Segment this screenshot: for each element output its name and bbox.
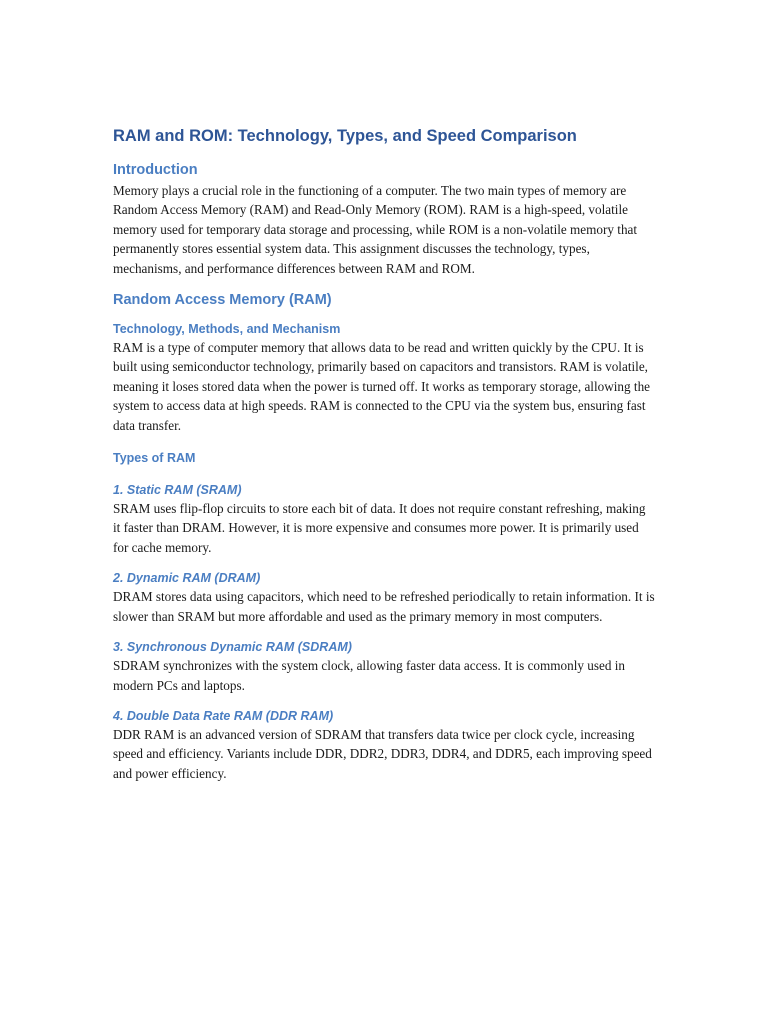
- introduction-paragraph: Memory plays a crucial role in the functioning of a computer. The two main types of memory are Random Access Memory (RAM) and Read-Only Memory (ROM). RAM is a high-speed, volatile memory used for temporary data storage and processing, while ROM is a non-volatile memory that permanently stores essential system data. This assignment discusses the technology, types, mechanisms, and performance differences between RAM and ROM.: [113, 183, 638, 276]
- introduction-heading: Introduction: [113, 162, 198, 178]
- ram-types-heading: Types of RAM: [113, 451, 196, 466]
- ram-technology-heading: Technology, Methods, and Mechanism: [113, 322, 341, 337]
- ram-technology-paragraph: RAM is a type of computer memory that allows data to be read and written quickly by the CPU. It is built using semiconductor technology, primarily based on capacitors and transistors. RAM is volatile, meaning it loses stored data when the power is turned off. It works as temporary storage, allowing the system to access data at high speeds. RAM is connected to the CPU via the system bus, ensuring fast data transfer.: [113, 340, 651, 433]
- dram-heading: 2. Dynamic RAM (DRAM): [113, 571, 261, 586]
- document-title: RAM and ROM: Technology, Types, and Speed Comparison: [113, 127, 577, 145]
- sdram-paragraph: SDRAM synchronizes with the system clock, allowing faster data access. It is commonly used in modern PCs and laptops.: [113, 658, 626, 693]
- sram-heading: 1. Static RAM (SRAM): [113, 483, 242, 498]
- sdram-heading: 3. Synchronous Dynamic RAM (SDRAM): [113, 640, 352, 655]
- ram-heading: Random Access Memory (RAM): [113, 292, 332, 309]
- ddr-ram-paragraph: DDR RAM is an advanced version of SDRAM that transfers data twice per clock cycle, increasing speed and efficiency. Variants include DDR, DDR2, DDR3, DDR4, and DDR5, each improving speed and power efficiency.: [113, 726, 652, 781]
- sram-paragraph: SRAM uses flip-flop circuits to store each bit of data. It does not require constant refreshing, making it faster than DRAM. However, it is more expensive and consumes more power. It is primarily used for cache memory.: [113, 501, 646, 555]
- document-page: [113, 124, 656, 783]
- ddr-ram-heading: 4. Double Data Rate RAM (DDR RAM): [113, 708, 334, 723]
- dram-paragraph: DRAM stores data using capacitors, which need to be refreshed periodically to retain information. It is slower than SRAM but more affordable and used as the primary memory in most computers.: [113, 589, 655, 624]
